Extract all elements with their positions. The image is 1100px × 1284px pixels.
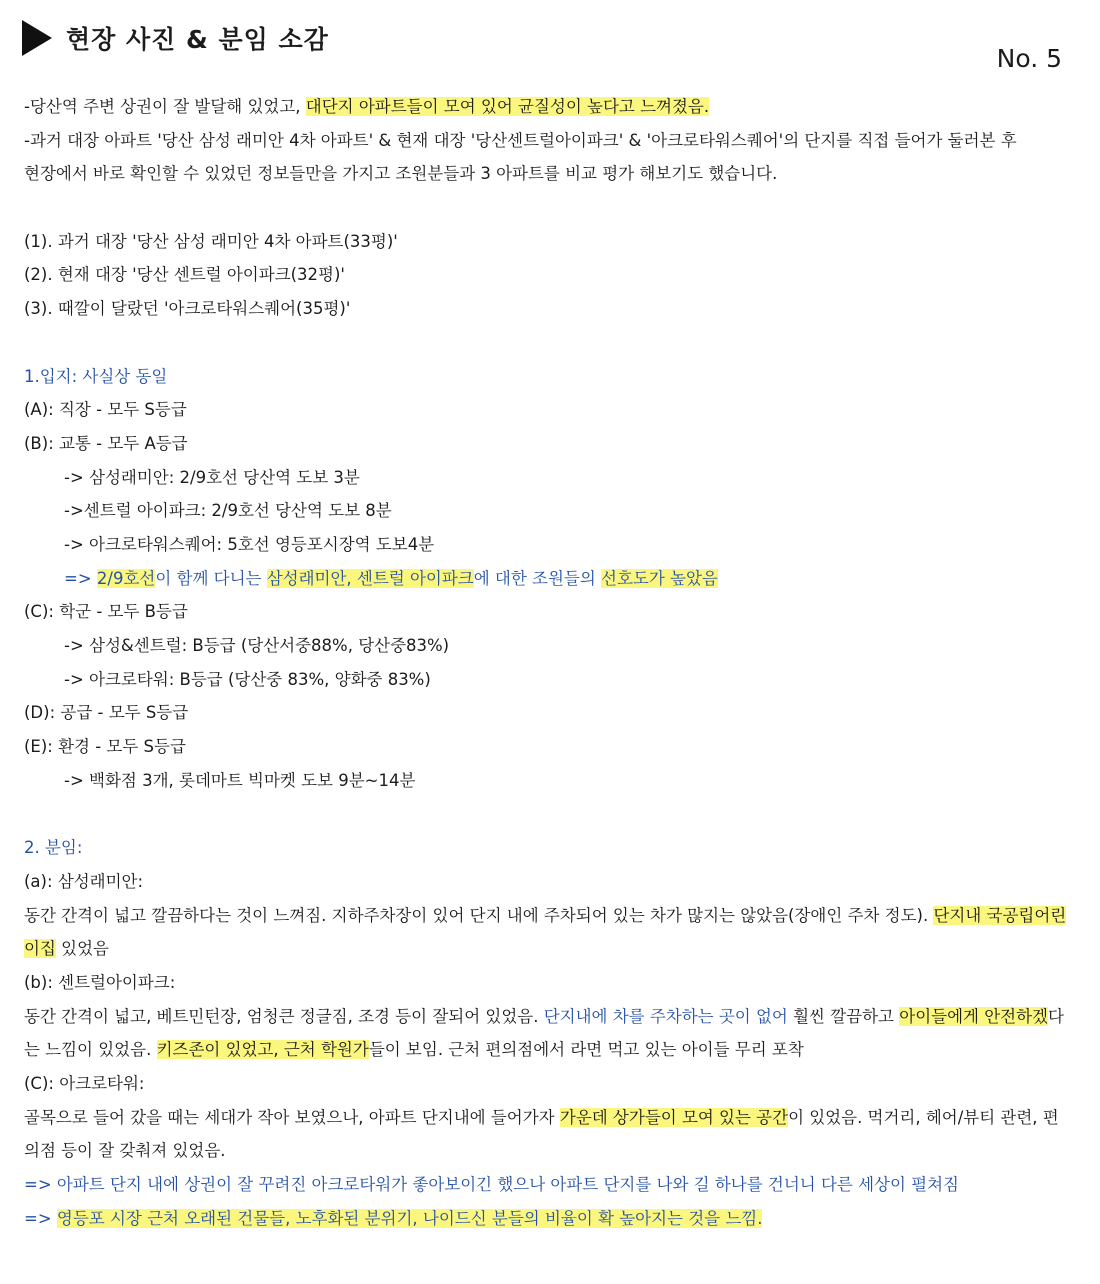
apartment-item: (2). 현재 대장 '당산 센트럴 아이파크(32평)': [24, 265, 345, 285]
highlight: 영등포 시장 근처 오래된 건물들, 노후화된 분위기, 나이드신 분들의 비율이 확 높아지는 것을 느낌.: [56, 1208, 763, 1228]
apartment-item: (1). 과거 대장 '당산 삼성 래미안 4차 아파트(33평)': [24, 231, 398, 251]
highlight: 가운데 상가들이 모여 있는 공간: [559, 1107, 789, 1127]
sub-item: ->센트럴 아이파크: 2/9호선 당산역 도보 8분: [64, 501, 392, 521]
conclusion-note: => 영등포 시장 근처 오래된 건물들, 노후화된 분위기, 나이드신 분들의 비율이 확 높아지는 것을 느낌.: [24, 1208, 763, 1228]
apartment-label: (b): 센트럴아이파크:: [24, 972, 176, 992]
highlight: 대단지 아파트들이 모여 있어 균질성이 높다고 느껴졌음.: [305, 97, 710, 116]
criteria-line: (D): 공급 - 모두 S등급: [24, 703, 189, 723]
conclusion-note: => 2/9호선이 함께 다니는 삼성래미안, 센트럴 아이파크에 대한 조원들의 선호도가 높았음: [64, 568, 718, 588]
document-body: [24, 90, 1074, 1235]
conclusion-note: => 아파트 단지 내에 상권이 잘 꾸려진 아크로타워가 좋아보이긴 했으나 아파트 단지를 나와 길 하나를 건너니 다른 세상이 펼쳐짐: [24, 1175, 959, 1194]
paragraph-line: 이집 있었음: [24, 939, 109, 959]
sub-item: -> 백화점 3개, 롯데마트 빅마켓 도보 9분~14분: [64, 770, 416, 790]
highlight: 아이들에게 안전하겠: [899, 1006, 1048, 1026]
criteria-line: (E): 환경 - 모두 S등급: [24, 737, 186, 757]
highlight: 선호도가 높았음: [601, 568, 718, 588]
apartment-label: (C): 아크로타워:: [24, 1073, 145, 1093]
paragraph-line: 는 느낌이 있었음. 키즈존이 있었고, 근처 학원가들이 보임. 근처 편의점에서 라면 먹고 있는 아이들 무리 포착: [24, 1040, 804, 1060]
paragraph-line: 동간 간격이 넓고 깔끔하다는 것이 느껴짐. 지하주차장이 있어 단지 내에 주차되어 있는 차가 많지는 않았음(장애인 주차 정도). 단지내 국공립어린: [24, 905, 1067, 925]
sub-item: -> 아크로타워스퀘어: 5호선 영등포시장역 도보4분: [64, 534, 435, 554]
paragraph-line: 현장에서 바로 확인할 수 있었던 정보들만을 가지고 조원분들과 3 아파트를 비교 평가 해보기도 했습니다.: [24, 164, 778, 184]
page-title: 현장 사진 & 분임 소감: [66, 25, 329, 54]
section-heading: 2. 분임:: [24, 838, 83, 858]
paragraph-line: 골목으로 들어 갔을 때는 세대가 작아 보였으나, 아파트 단지내에 들어가자 가운데 상가들이 모여 있는 공간이 있었음. 먹거리, 헤어/뷰티 관련, 편: [24, 1107, 1059, 1127]
section-heading: 1.입지: 사실상 동일: [24, 366, 168, 386]
apartment-item: (3). 때깔이 달랐던 '아크로타워스퀘어(35평)': [24, 299, 351, 319]
highlight: 2/9호선: [96, 568, 156, 588]
page-number: No. 5: [996, 44, 1062, 73]
paragraph-line: 의점 등이 잘 갖춰져 있었음.: [24, 1141, 226, 1161]
sub-item: -> 삼성래미안: 2/9호선 당산역 도보 3분: [64, 467, 360, 487]
paragraph-line: -과거 대장 아파트 '당산 삼성 래미안 4차 아파트' & 현재 대장 '당산센트럴아이파크' & '아크로타워스퀘어'의 단지를 직접 들어가 둘러본 후: [24, 130, 1017, 150]
highlight: 이집: [24, 939, 56, 959]
paragraph-line: 동간 간격이 넓고, 베트민턴장, 엄청큰 정글짐, 조경 등이 잘되어 있었음. 단지내에 차를 주차하는 곳이 없어 훨씬 깔끔하고 아이들에게 안전하겠다: [24, 1006, 1064, 1026]
highlight: 단지내 국공립어린: [933, 905, 1067, 925]
header: [22, 20, 329, 56]
sub-item: -> 삼성&센트럴: B등급 (당산서중88%, 당산중83%): [64, 636, 450, 655]
paragraph-line: -당산역 주변 상권이 잘 발달해 있었고, 대단지 아파트들이 모여 있어 균질성이 높다고 느껴졌음.: [24, 97, 710, 116]
criteria-line: (B): 교통 - 모두 A등급: [24, 433, 188, 453]
apartment-label: (a): 삼성래미안:: [24, 871, 144, 891]
sub-item: -> 아크로타워: B등급 (당산중 83%, 양화중 83%): [64, 669, 431, 689]
triangle-bullet-icon: [22, 20, 52, 56]
criteria-line: (C): 학군 - 모두 B등급: [24, 602, 188, 622]
criteria-line: (A): 직장 - 모두 S등급: [24, 400, 187, 420]
highlight: 삼성래미안, 센트럴 아이파크: [266, 568, 474, 588]
highlight: 키즈존이 있었고, 근처 학원가: [156, 1040, 369, 1060]
